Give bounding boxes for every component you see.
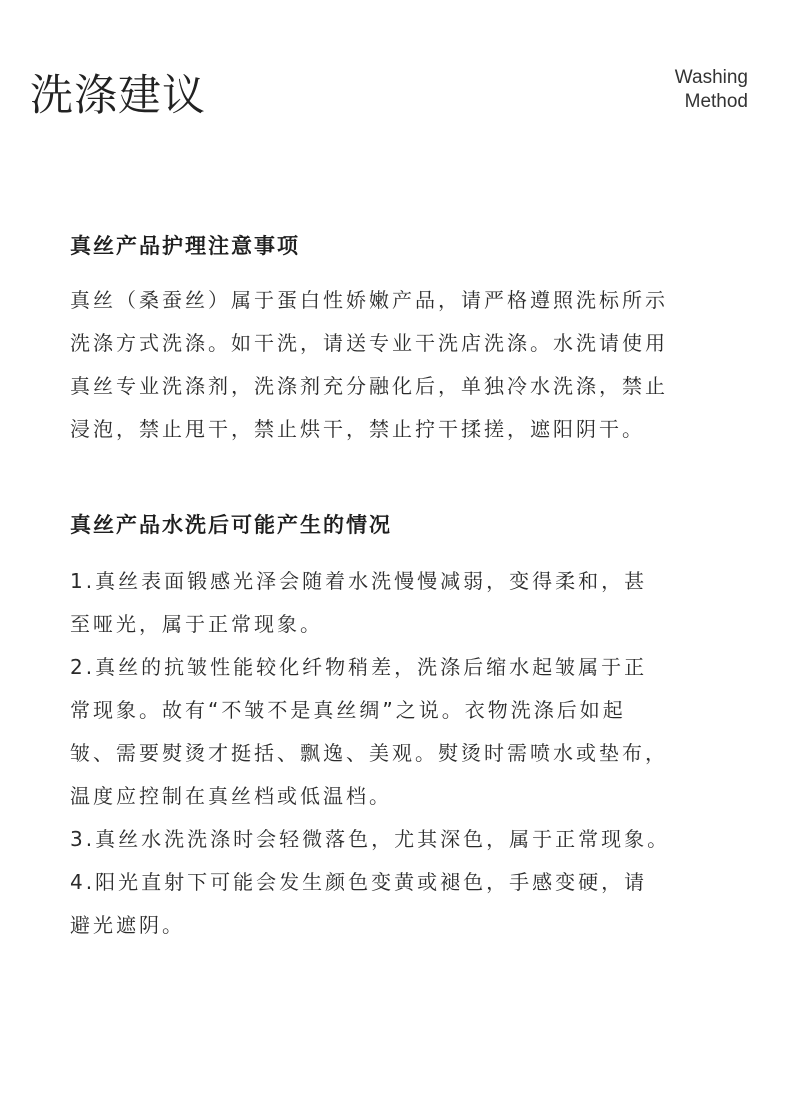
paragraph-line: 至哑光，属于正常现象。	[70, 612, 323, 636]
paragraph-line: 1.真丝表面锻感光泽会随着水洗慢慢减弱，变得柔和，甚	[70, 569, 648, 593]
paragraph-line: 洗涤方式洗涤。如干洗，请送专业干洗店洗涤。水洗请使用	[70, 331, 668, 355]
section-heading: 真丝产品护理注意事项	[70, 234, 300, 258]
page-subtitle	[675, 66, 748, 114]
care-notes-section	[70, 231, 730, 451]
page-title: 洗涤建议	[30, 71, 206, 121]
paragraph-line: 3.真丝水洗洗涤时会轻微落色，尤其深色，属于正常现象。	[70, 827, 671, 851]
section-body	[70, 560, 730, 947]
subtitle-line: Method	[684, 91, 748, 112]
paragraph-line: 2.真丝的抗皱性能较化纤物稍差，洗涤后缩水起皱属于正	[70, 655, 648, 679]
subtitle-line: Washing	[674, 67, 748, 88]
section-body	[70, 279, 730, 451]
paragraph-line: 避光遮阴。	[70, 913, 185, 937]
after-wash-section	[70, 510, 730, 947]
paragraph-line: 真丝（桑蚕丝）属于蛋白性娇嫩产品，请严格遵照洗标所示	[70, 288, 668, 312]
paragraph-line: 常现象。故有“不皱不是真丝绸”之说。衣物洗涤后如起	[70, 698, 626, 722]
paragraph-line: 浸泡，禁止甩干，禁止烘干，禁止拧干揉搓，遮阳阴干。	[70, 417, 645, 441]
paragraph-line: 4.阳光直射下可能会发生颜色变黄或褪色，手感变硬，请	[70, 870, 648, 894]
paragraph-line: 皱、需要熨烫才挺括、飘逸、美观。熨烫时需喷水或垫布，	[70, 741, 668, 765]
section-heading: 真丝产品水洗后可能产生的情况	[70, 513, 392, 537]
paragraph-line: 温度应控制在真丝档或低温档。	[70, 784, 392, 808]
paragraph-line: 真丝专业洗涤剂，洗涤剂充分融化后，单独冷水洗涤，禁止	[70, 374, 668, 398]
